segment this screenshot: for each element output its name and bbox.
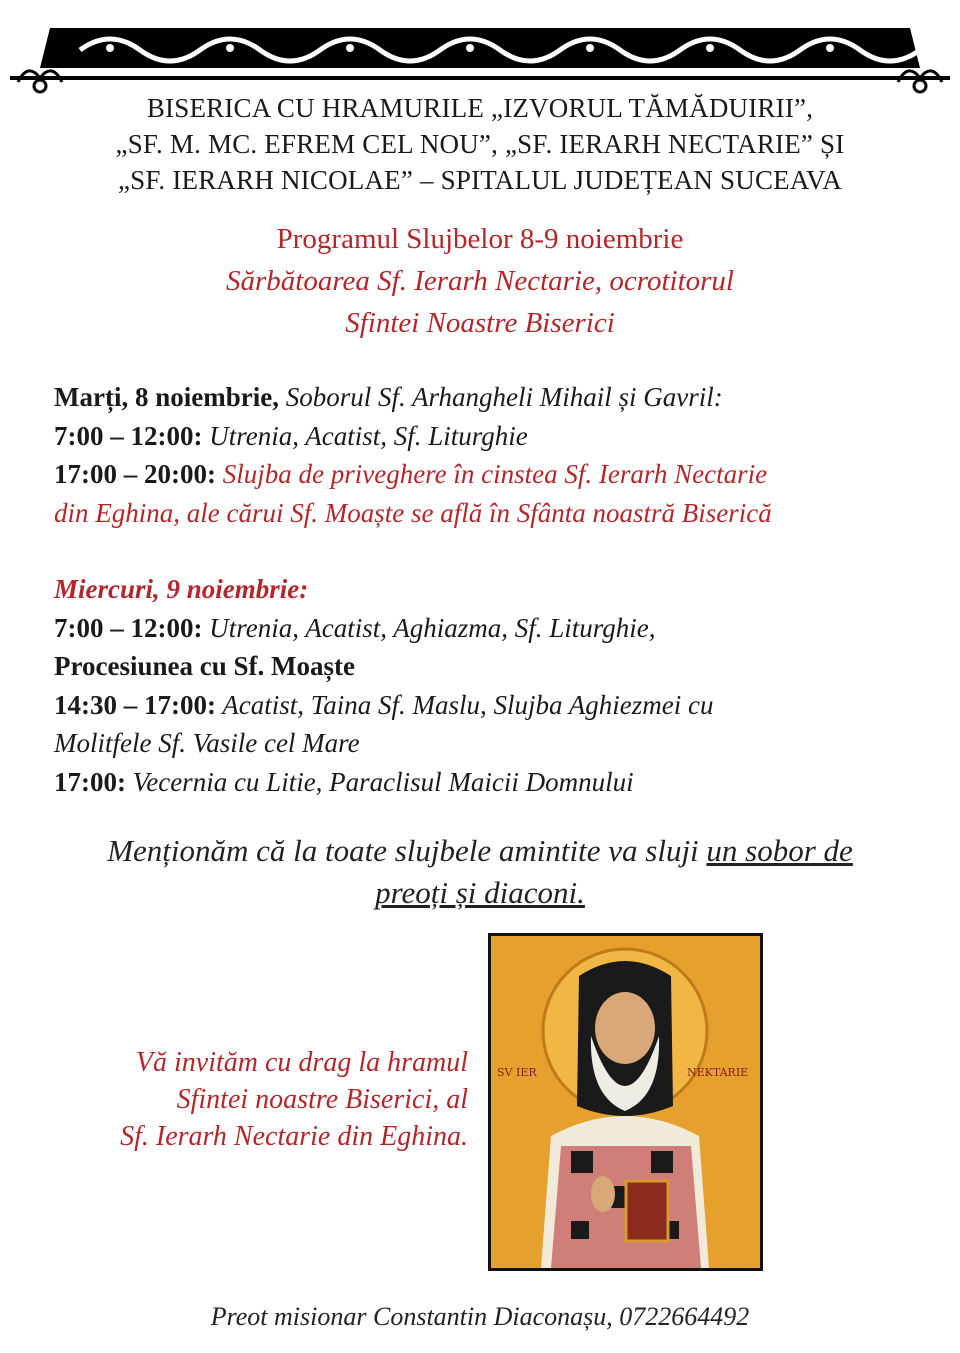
header-line-2: „SF. M. MC. EFREM CEL NOU”, „SF. IERARH NECTARIE” ȘI (115, 129, 845, 159)
schedule-day-2 (54, 570, 934, 801)
day1-item-1: 7:00 – 12:00: Utrenia, Acatist, Sf. Liturghie (54, 420, 528, 451)
day2-item-2: 14:30 – 17:00: Acatist, Taina Sf. Maslu, Slujba Aghiezmei cu (54, 689, 714, 720)
day2-item-1-procession: Procesiunea cu Sf. Moaște (54, 651, 355, 681)
program-title-block (0, 218, 960, 344)
notice-underlined-2: preoți și diaconi. (375, 875, 585, 910)
icon-inscription-left: SV IER (497, 1066, 537, 1079)
notice-underlined-1: un sobor de (706, 833, 853, 868)
day1-item-2-continued: din Eghina, ale cărui Sf. Moaște se află în Sfânta noastră Biserică (54, 497, 772, 528)
header-line-1: BISERICA CU HRAMURILE „IZVORUL TĂMĂDUIRII”, (146, 93, 814, 123)
decorative-border-ornament (10, 8, 950, 96)
program-title: Programul Slujbelor 8-9 noiembrie (276, 223, 684, 255)
notice-paragraph: Menționăm că la toate slujbele amintite va sluji un sobor de preoți și diaconi. (107, 833, 853, 910)
day1-heading: Marți, 8 noiembrie, Soborul Sf. Arhangheli Mihail și Gavril: (54, 382, 723, 412)
church-header (0, 90, 960, 198)
day2-item-3: 17:00: Vecernia cu Litie, Paraclisul Maicii Domnului (54, 766, 634, 797)
header-line-3: „SF. IERARH NICOLAE” – SPITALUL JUDEȚEAN SUCEAVA (117, 165, 843, 195)
day1-item-2: 17:00 – 20:00: Slujba de priveghere în cinstea Sf. Ierarh Nectarie (54, 459, 768, 489)
day2-item-1: 7:00 – 12:00: Utrenia, Acatist, Aghiazma, Sf. Liturghie, (54, 612, 656, 643)
icon-inscription-right: NEKTARIE (687, 1066, 749, 1079)
invitation-text: Vă invităm cu drag la hramul Sfintei noastre Biserici, al Sf. Ierarh Nectarie din Eghina. (120, 1047, 468, 1152)
saint-nectarie-icon (491, 936, 760, 1268)
saint-icon-image (488, 933, 763, 1271)
schedule-day-1 (54, 378, 934, 532)
day2-heading: Miercuri, 9 noiembrie: (54, 574, 309, 604)
day2-item-2-continued: Molitfele Sf. Vasile cel Mare (54, 728, 360, 758)
program-subtitle-2: Sfintei Noastre Biserici (345, 307, 615, 339)
footer-contact: Preot misionar Constantin Diaconașu, 0722664492 (210, 1302, 750, 1331)
program-subtitle-1: Sărbătoarea Sf. Ierarh Nectarie, ocrotitorul (225, 265, 734, 297)
